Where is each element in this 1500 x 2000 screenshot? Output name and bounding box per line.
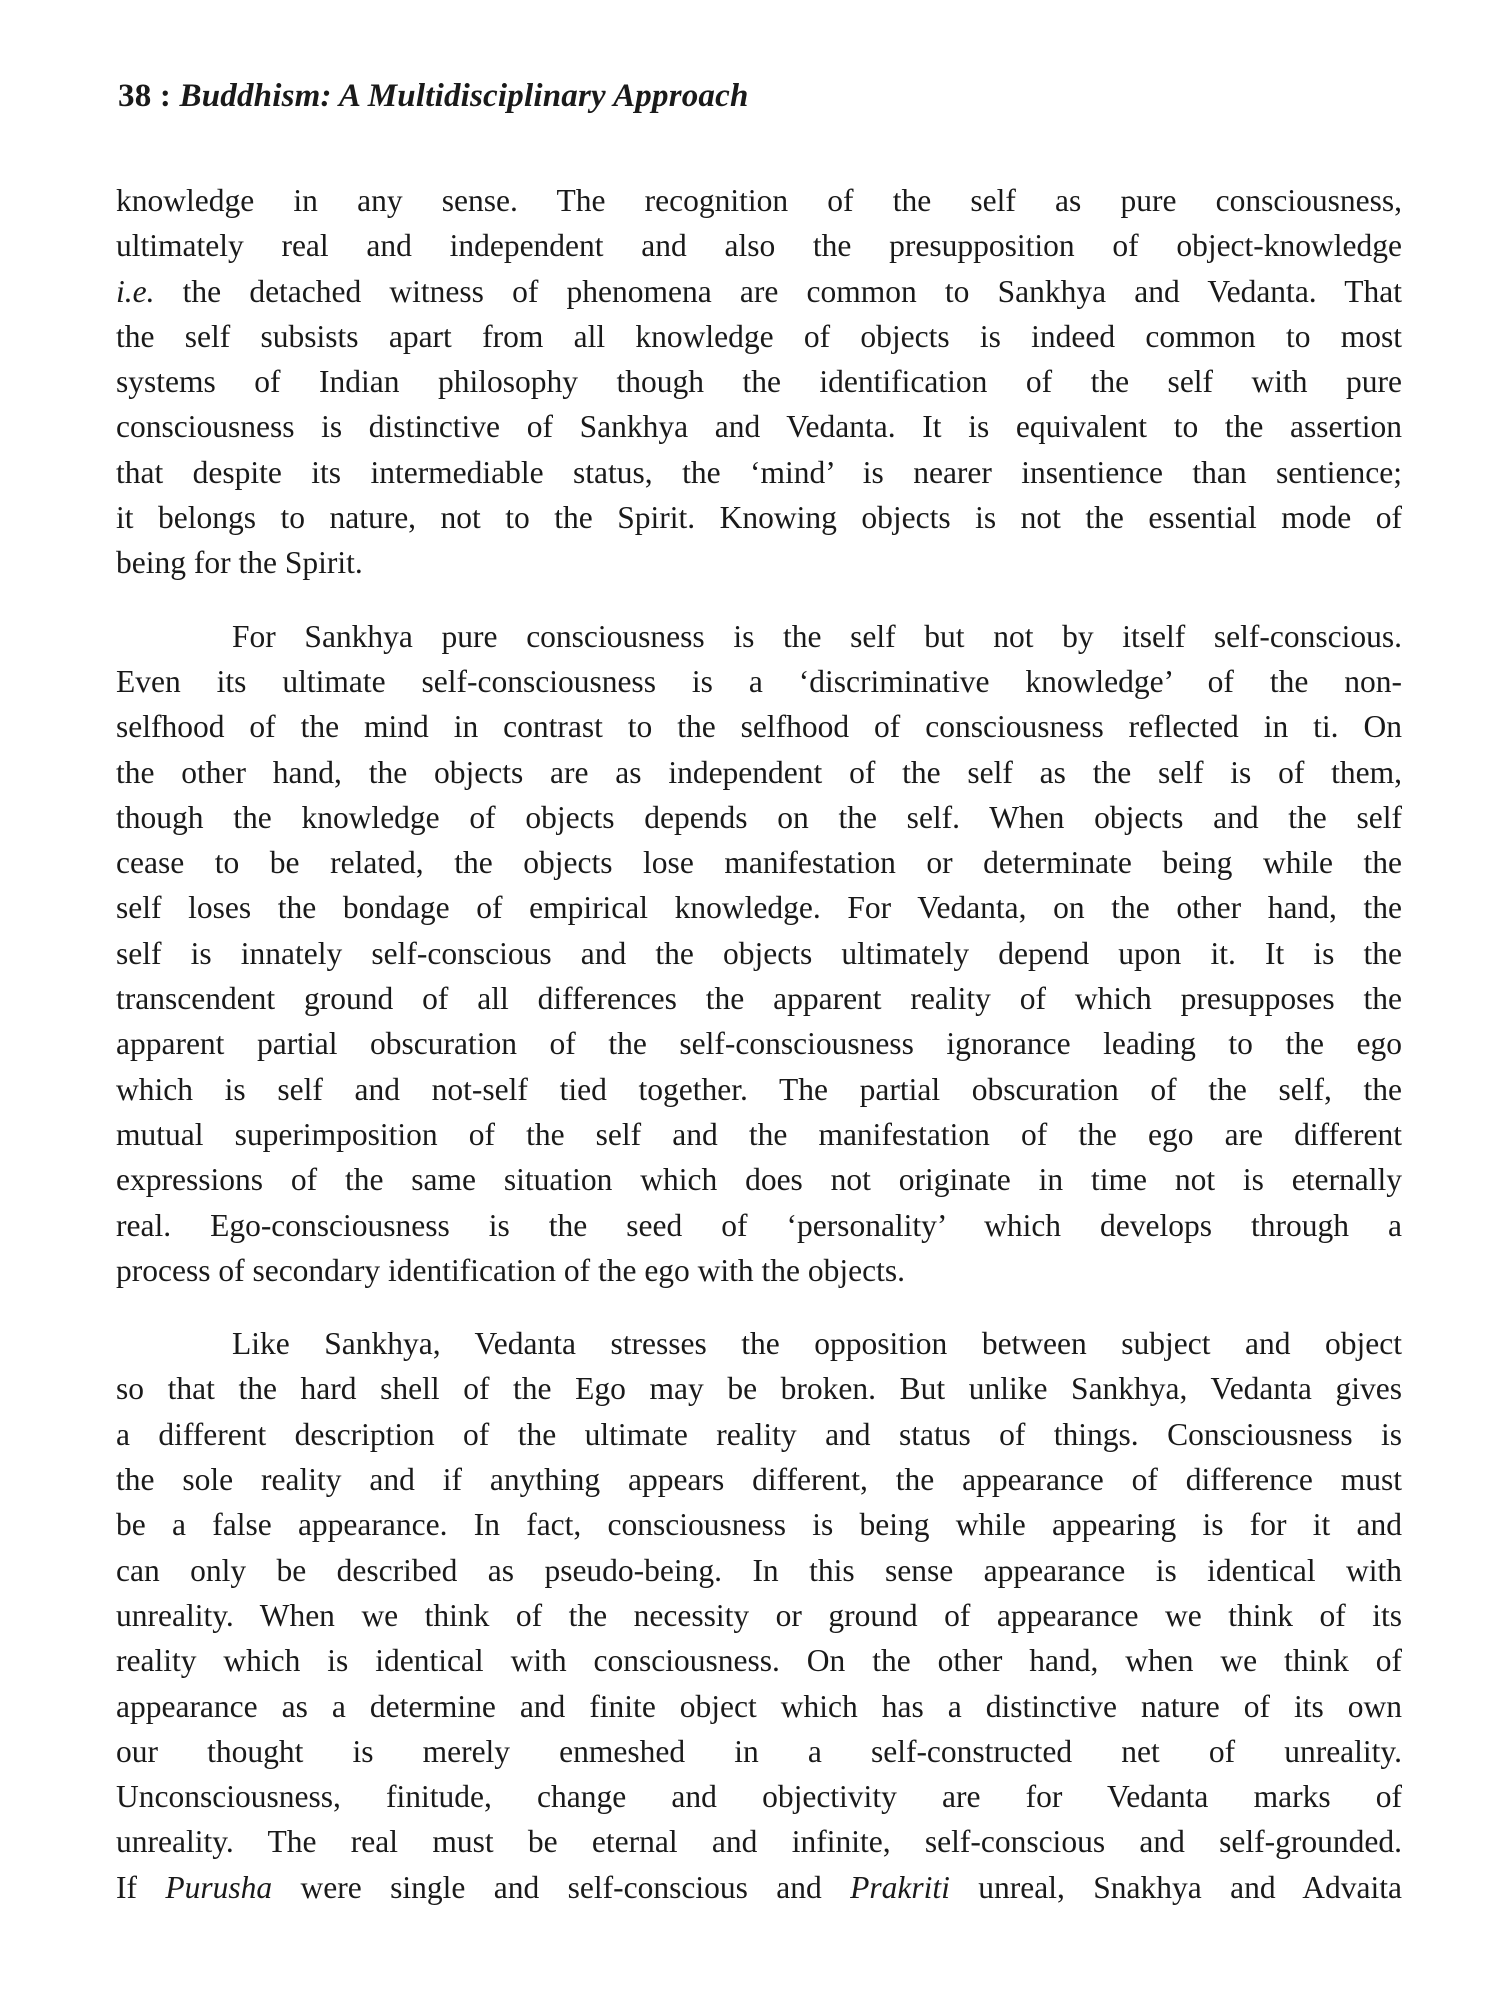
text-line: can only be described as pseudo-being. In this sense appearance is identical with bbox=[116, 1552, 1402, 1588]
text-line: appearance as a determine and finite object which has a distinctive nature of its own bbox=[116, 1688, 1402, 1724]
text-fragment: were single and self-conscious and bbox=[272, 1869, 851, 1905]
text-line: real. Ego-consciousness is the seed of ‘personality’ which develops through a bbox=[116, 1207, 1402, 1243]
text-line: being for the Spirit. bbox=[116, 545, 363, 581]
term-prakriti: Prakriti bbox=[850, 1869, 950, 1905]
text-line: expressions of the same situation which does not originate in time not is eternally bbox=[116, 1162, 1402, 1198]
page-number: 38 bbox=[118, 78, 152, 114]
text-line bbox=[116, 1865, 1402, 1910]
text-line: it belongs to nature, not to the Spirit. Knowing objects is not the essential mode of bbox=[116, 500, 1402, 536]
paragraph-3 bbox=[116, 1321, 1402, 1910]
text-line: so that the hard shell of the Ego may be broken. But unlike Sankhya, Vedanta gives bbox=[116, 1371, 1402, 1407]
text-line bbox=[116, 269, 1402, 314]
text-fragment: unreal, Snakhya and Advaita bbox=[949, 1869, 1403, 1905]
header-separator: : bbox=[151, 78, 180, 114]
text-line: the self subsists apart from all knowledge of objects is indeed common to most bbox=[116, 318, 1402, 354]
text-line: knowledge in any sense. The recognition of the self as pure consciousness, bbox=[116, 183, 1402, 218]
paragraph-1 bbox=[116, 178, 1402, 586]
text-line: apparent partial obscuration of the self-consciousness ignorance leading to the ego bbox=[116, 1026, 1402, 1062]
book-title: Buddhism: A Multidisciplinary Approach bbox=[179, 78, 749, 114]
text-line: though the knowledge of objects depends on the self. When objects and the self bbox=[116, 799, 1402, 835]
text-line: be a false appearance. In fact, consciousness is being while appearing is for it and bbox=[116, 1507, 1402, 1543]
text-line: which is self and not-self tied together. The partial obscuration of the self, the bbox=[116, 1071, 1402, 1107]
text-line: self is innately self-conscious and the objects ultimately depend upon it. It is the bbox=[116, 935, 1402, 971]
text-line: Unconsciousness, finitude, change and objectivity are for Vedanta marks of bbox=[116, 1779, 1402, 1815]
text-line: consciousness is distinctive of Sankhya and Vedanta. It is equivalent to the assertion bbox=[116, 409, 1402, 445]
text-line: that despite its intermediable status, the ‘mind’ is nearer insentience than sentience; bbox=[116, 454, 1402, 490]
term-purusha: Purusha bbox=[165, 1869, 273, 1905]
text-line: self loses the bondage of empirical knowledge. For Vedanta, on the other hand, the bbox=[116, 890, 1402, 926]
text-line: unreality. The real must be eternal and infinite, self-conscious and self-grounded. bbox=[116, 1824, 1402, 1860]
text-line: our thought is merely enmeshed in a self-constructed net of unreality. bbox=[116, 1733, 1402, 1769]
text-line: process of secondary identification of the ego with the objects. bbox=[116, 1252, 906, 1288]
ie-abbrev: i.e. bbox=[116, 273, 155, 309]
text-line: Even its ultimate self-consciousness is a ‘discriminative knowledge’ of the non- bbox=[116, 663, 1402, 699]
text-line: selfhood of the mind in contrast to the selfhood of consciousness reflected in ti. On bbox=[116, 709, 1402, 745]
text-line: Like Sankhya, Vedanta stresses the opposition between subject and object bbox=[232, 1326, 1402, 1362]
text-fragment: If bbox=[116, 1869, 166, 1905]
text-fragment: the detached witness of phenomena are common to Sankhya and Vedanta. That bbox=[182, 273, 1402, 309]
text-line: the sole reality and if anything appears different, the appearance of difference must bbox=[116, 1462, 1402, 1498]
text-line: reality which is identical with consciousness. On the other hand, when we think of bbox=[116, 1643, 1402, 1679]
running-header bbox=[118, 78, 749, 115]
text-line: systems of Indian philosophy though the identification of the self with pure bbox=[116, 364, 1402, 400]
text-line: unreality. When we think of the necessity or ground of appearance we think of its bbox=[116, 1597, 1402, 1633]
text-line: a different description of the ultimate reality and status of things. Consciousness is bbox=[116, 1416, 1402, 1452]
paragraph-2 bbox=[116, 614, 1402, 1293]
text-line: ultimately real and independent and also the presupposition of object-knowledge bbox=[116, 228, 1402, 264]
text-line: transcendent ground of all differences the apparent reality of which presupposes the bbox=[116, 981, 1402, 1017]
body-text bbox=[116, 178, 1402, 1910]
text-line: For Sankhya pure consciousness is the self but not by itself self-conscious. bbox=[232, 618, 1402, 654]
text-line: mutual superimposition of the self and the manifestation of the ego are different bbox=[116, 1116, 1402, 1152]
text-line: cease to be related, the objects lose manifestation or determinate being while the bbox=[116, 845, 1402, 881]
text-line: the other hand, the objects are as independent of the self as the self is of them, bbox=[116, 754, 1402, 790]
